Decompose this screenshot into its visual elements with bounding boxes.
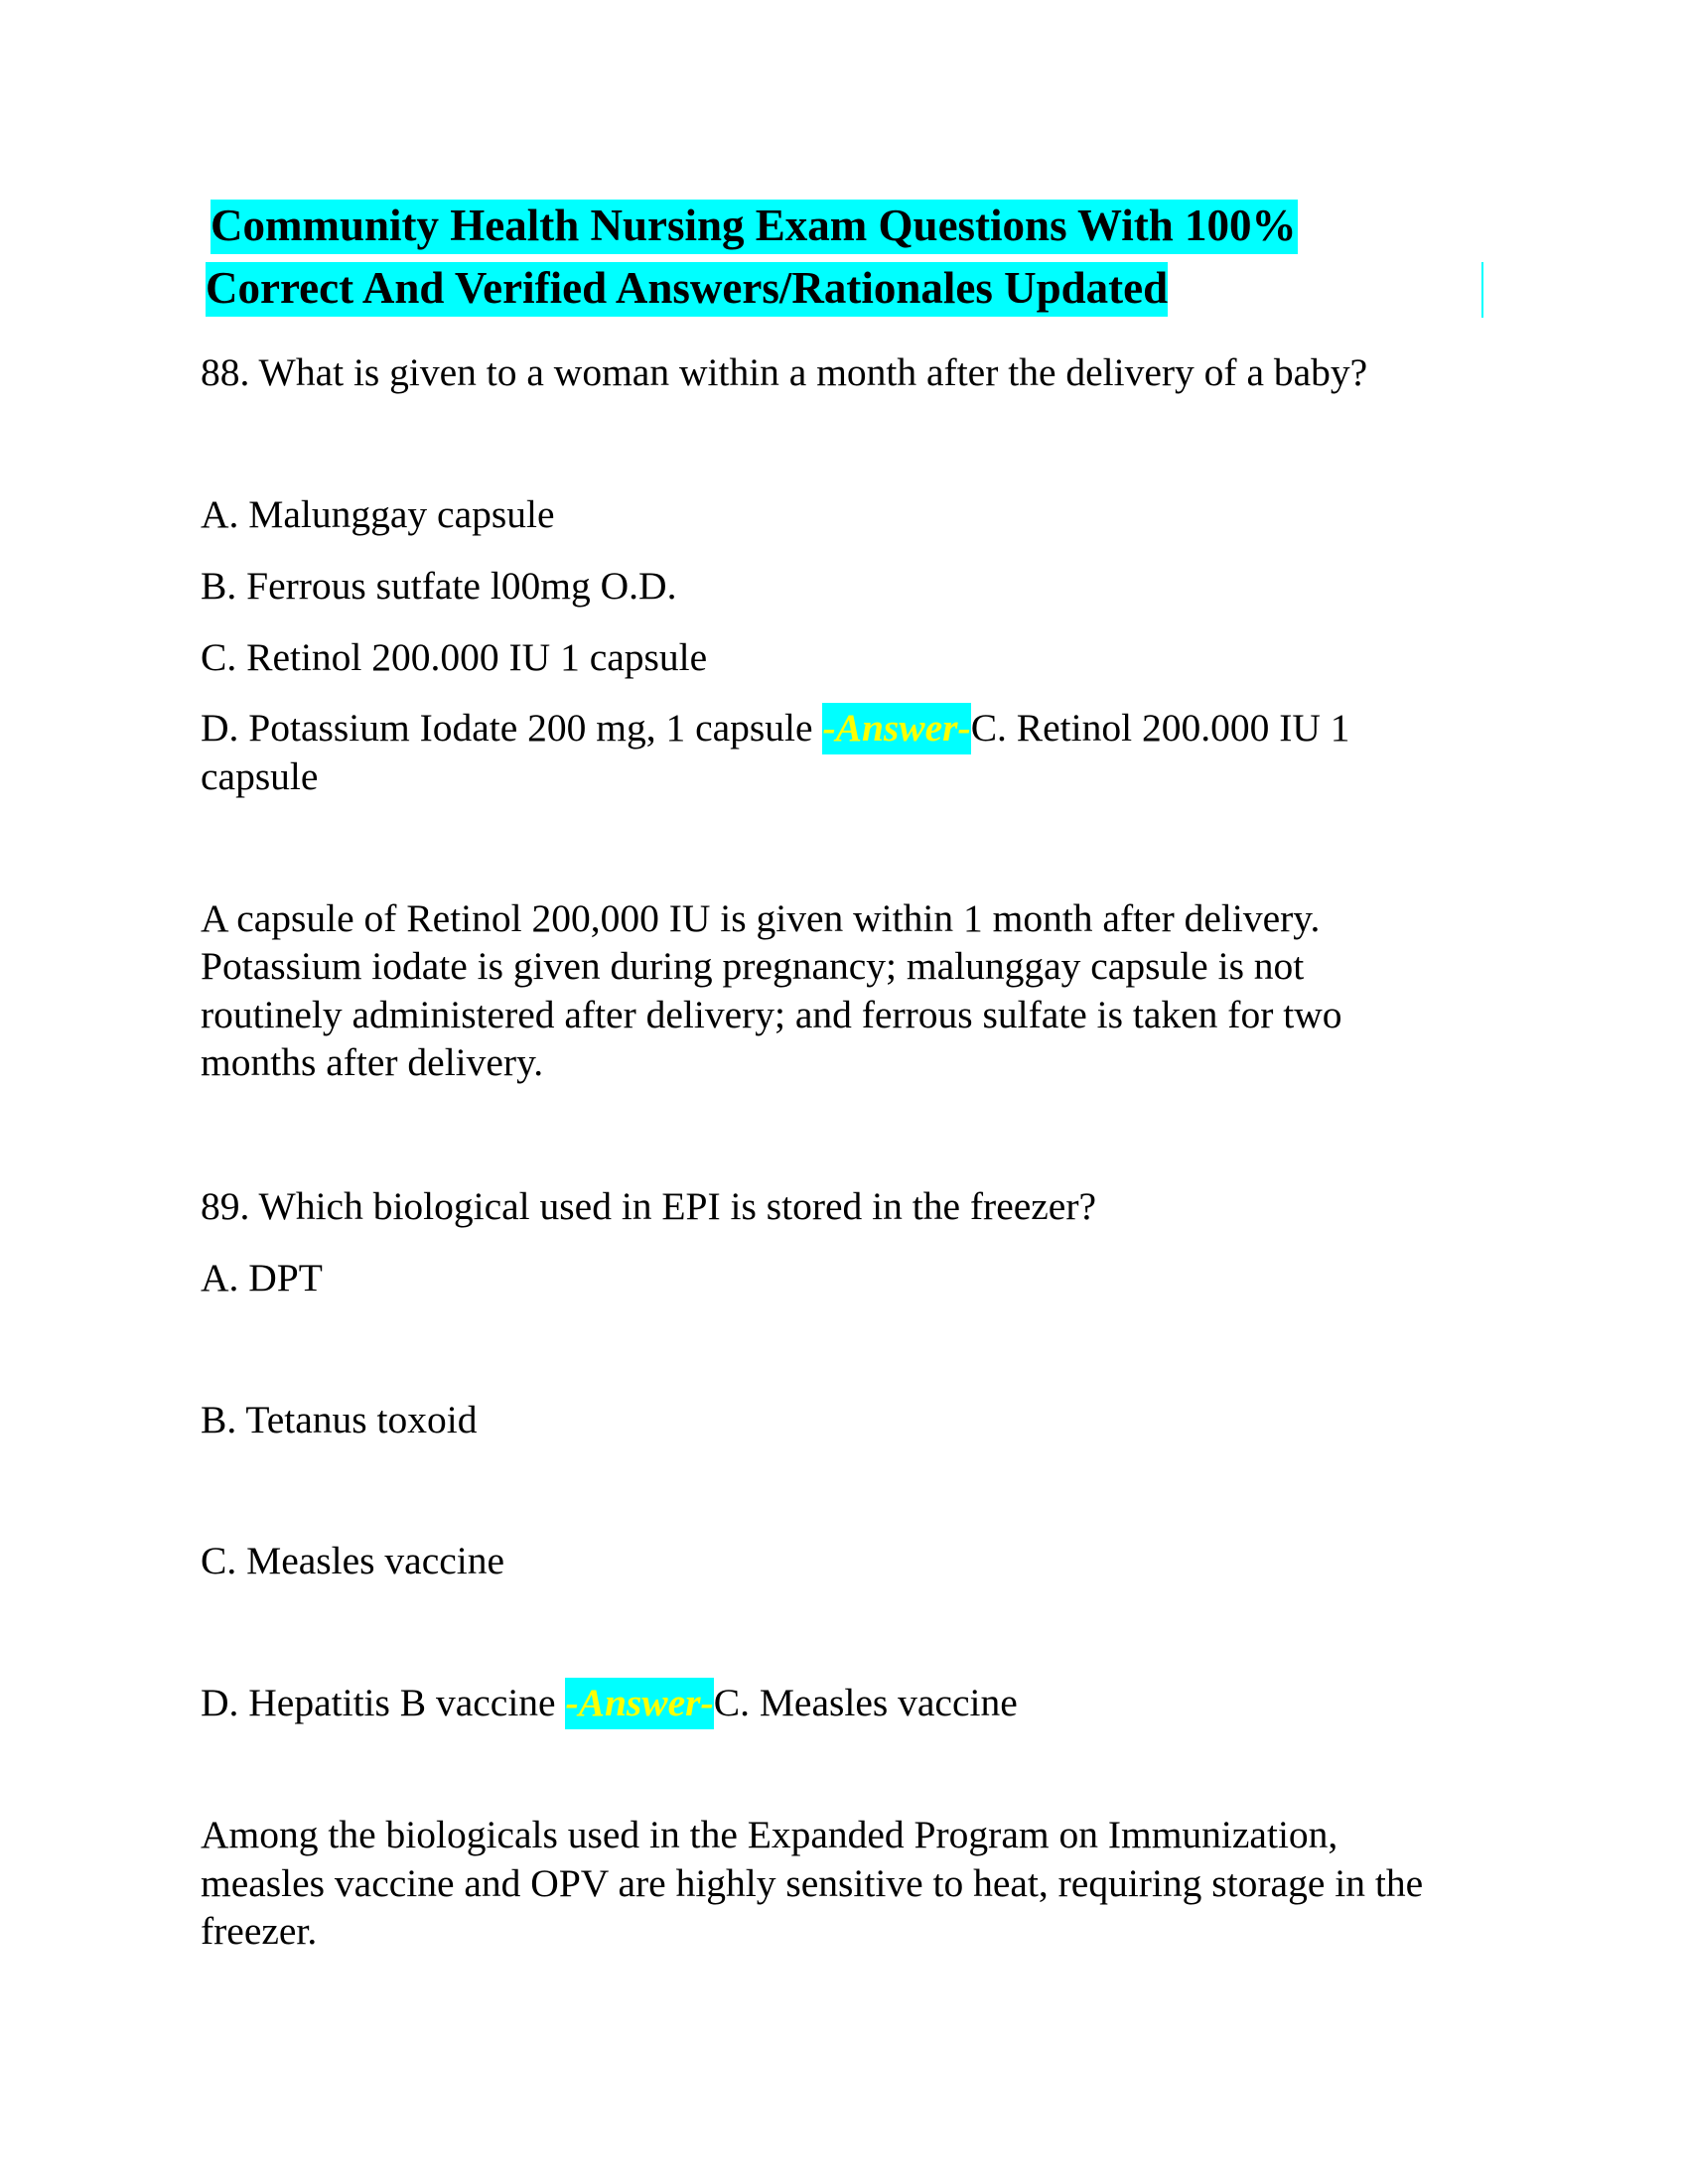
title-highlight: Community Health Nursing Exam Questions With 100% [211, 200, 1298, 254]
answer-label: -Answer- [822, 703, 970, 754]
question-89-rationale-line-2: measles vaccine and OPV are highly sensitive to heat, requiring storage in the [201, 1861, 1424, 1905]
question-89-rationale-line-1: Among the biologicals used in the Expanded Program on Immunization, [201, 1813, 1338, 1856]
option-d-text: D. Hepatitis B vaccine [201, 1681, 566, 1724]
question-89-option-a: A. DPT [201, 1256, 323, 1299]
question-88-rationale-line-2: Potassium iodate is given during pregnancy; malunggay capsule is not [201, 944, 1305, 988]
title-highlight: Correct And Verified Answers/Rationales Updated [206, 262, 1168, 317]
question-88-option-c: C. Retinol 200.000 IU 1 capsule [201, 635, 708, 679]
question-88-rationale-line-4: months after delivery. [201, 1040, 544, 1084]
question-88-option-b: B. Ferrous sutfate l00mg O.D. [201, 564, 677, 608]
question-88-prompt: 88. What is given to a woman within a month after the delivery of a baby? [201, 350, 1368, 394]
question-88-option-d [201, 706, 1350, 750]
question-88-option-a: A. Malunggay capsule [201, 492, 555, 536]
highlight-edge-mark [1481, 262, 1483, 318]
question-89-option-d [201, 1681, 1018, 1724]
document-title-line-1 [211, 200, 1298, 254]
document-title-line-2 [206, 262, 1168, 317]
option-d-text: D. Potassium Iodate 200 mg, 1 capsule [201, 706, 823, 750]
question-89-prompt: 89. Which biological used in EPI is stored in the freezer? [201, 1184, 1097, 1228]
question-88-rationale-line-3: routinely administered after delivery; and ferrous sulfate is taken for two [201, 993, 1342, 1036]
answer-text: C. Retinol 200.000 IU 1 [970, 706, 1350, 750]
question-88-rationale-line-1: A capsule of Retinol 200,000 IU is given within 1 month after delivery. [201, 896, 1321, 940]
answer-label: -Answer- [565, 1678, 713, 1729]
question-89-option-c: C. Measles vaccine [201, 1539, 505, 1582]
question-89-rationale-line-3: freezer. [201, 1909, 318, 1953]
answer-text: C. Measles vaccine [713, 1681, 1018, 1724]
question-89-option-b: B. Tetanus toxoid [201, 1398, 478, 1441]
question-88-answer-wrap: capsule [201, 754, 319, 798]
